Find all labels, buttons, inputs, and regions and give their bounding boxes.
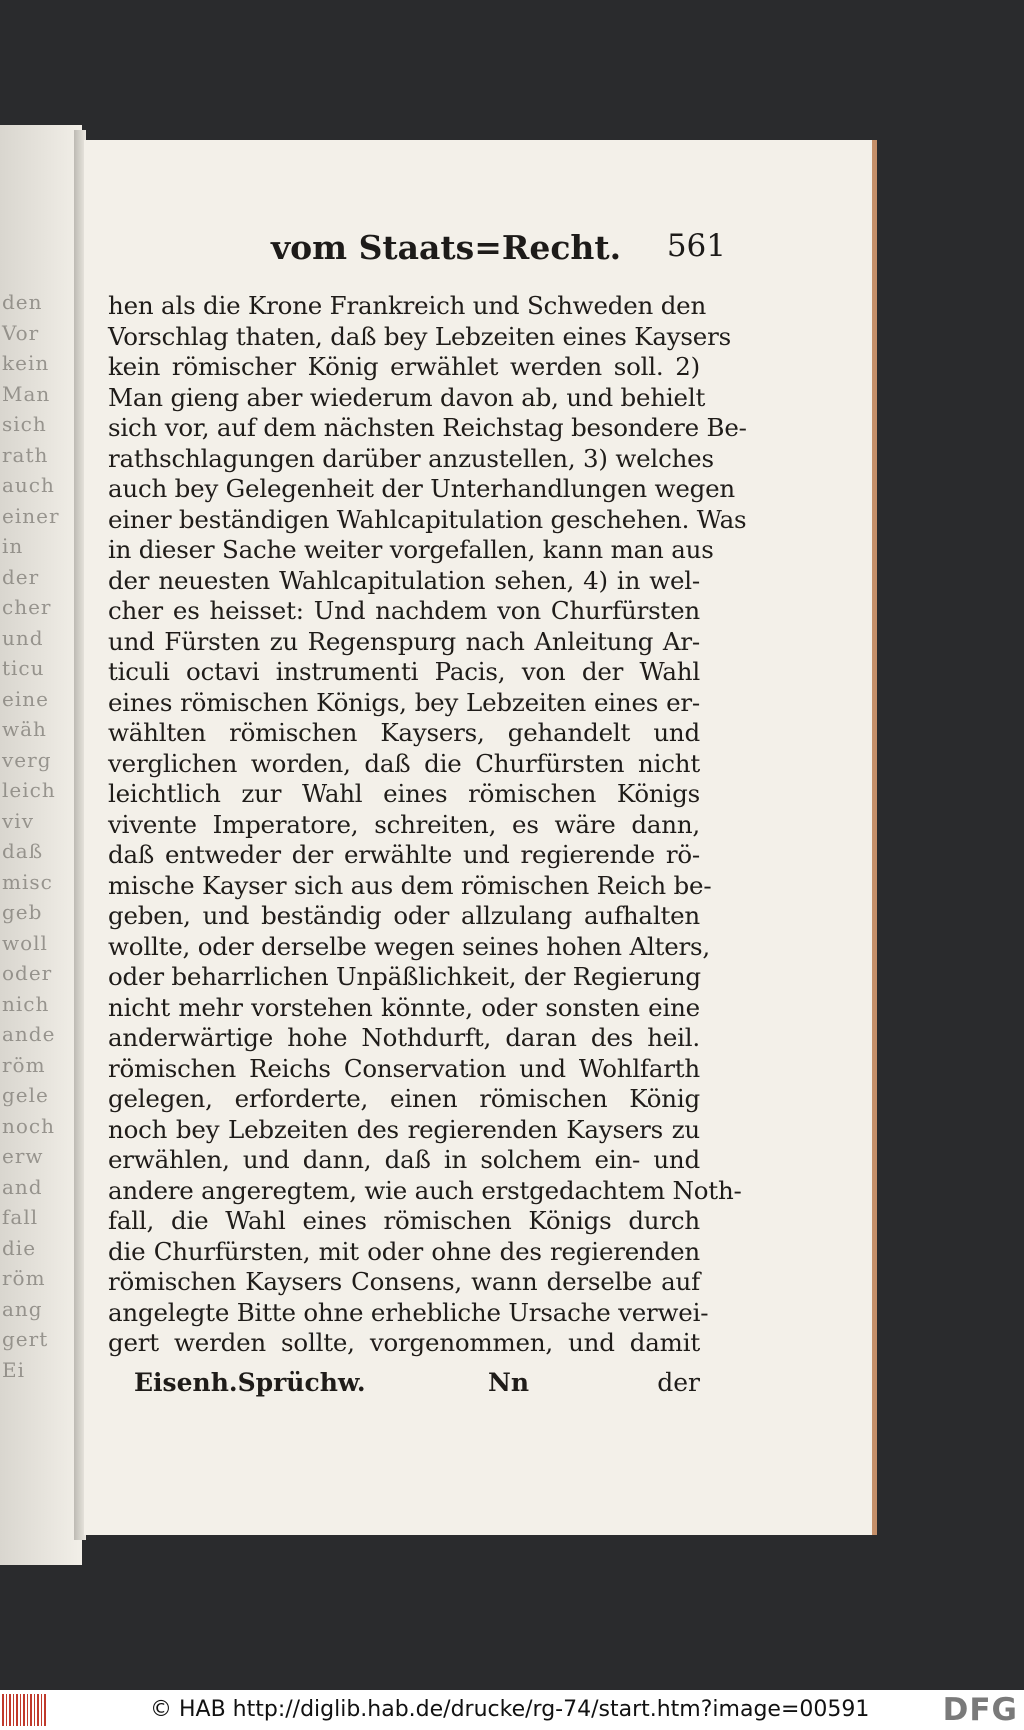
text-line: andere angeregtem, wie auch erstgedachtem Noth- [108, 1175, 742, 1205]
left-page-fragment: woll [2, 930, 48, 955]
barcode-icon [2, 1694, 46, 1726]
text-line: fall, die Wahl eines römischen Königs durch [108, 1206, 700, 1235]
left-page-fragment: sich [2, 412, 47, 436]
left-page-fragment: die [2, 1235, 37, 1260]
left-page-fragment: Man [2, 381, 51, 406]
text-line: wollte, oder derselbe wegen seines hohen Alters, [108, 931, 711, 961]
left-page-fragment: geb [2, 900, 43, 924]
text-line: erwählen, und dann, daß in solchem ein- und [108, 1145, 700, 1174]
left-page-fragment: gele [2, 1083, 49, 1107]
text-line: auch bey Gelegenheit der Unterhandlungen wegen [108, 474, 735, 503]
text-line: und Fürsten zu Regenspurg nach Anleitung Ar- [108, 626, 700, 656]
dfg-logo: DFG [942, 1692, 1018, 1728]
left-page-fragment: leich [2, 778, 56, 802]
left-page-fragment: verg [2, 747, 52, 772]
text-line: eines römischen Königs, bey Lebzeiten eines er- [108, 687, 700, 717]
left-page-fragment: nich [2, 991, 50, 1016]
left-page-fragment: ande [2, 1022, 56, 1046]
text-line: sich vor, auf dem nächsten Reichstag besondere Be- [108, 413, 747, 442]
left-page-fragment: misc [2, 869, 53, 894]
left-page-fragment: daß [2, 839, 44, 863]
text-line: noch bey Lebzeiten des regierenden Kaysers zu [108, 1114, 700, 1144]
left-page-fragment: der [2, 564, 40, 589]
text-line: gelegen, erforderte, einen römischen König [108, 1084, 700, 1113]
text-line: geben, und beständig oder allzulang aufhalten [108, 901, 700, 930]
left-page-fragment: eine [2, 686, 49, 711]
page-number: 561 [666, 228, 726, 264]
text-line: mische Kayser sich aus dem römischen Reich be- [108, 870, 712, 900]
left-page-fragment: auch [2, 473, 55, 497]
facing-left-page [0, 125, 82, 1565]
left-page-fragment: and [2, 1174, 43, 1199]
text-line: einer beständigen Wahlcapitulation geschehen. Was [108, 504, 747, 534]
text-line: gert werden sollte, vorgenommen, und damit [108, 1328, 700, 1357]
signature-mark: Nn [488, 1368, 530, 1397]
text-line: anderwärtige hohe Nothdurft, daran des heil. [108, 1023, 700, 1052]
text-line: cher es heisset: Und nachdem von Churfürsten [108, 596, 700, 625]
left-page-fragment: einer [2, 503, 60, 528]
left-page-fragment: oder [2, 961, 53, 985]
page-header [186, 228, 726, 276]
left-page-fragment: cher [2, 595, 52, 619]
left-page-fragment: erw [2, 1144, 44, 1168]
left-page-fragment: wäh [2, 717, 47, 741]
text-line: der neuesten Wahlcapitulation sehen, 4) in wel- [108, 565, 700, 595]
text-line: verglichen worden, daß die Churfürsten nicht [108, 748, 700, 778]
text-line: angelegte Bitte ohne erhebliche Ursache verwei- [108, 1297, 709, 1327]
text-line: Vorschlag thaten, daß bey Lebzeiten eines Kaysers [108, 321, 731, 351]
credit-bar [0, 1690, 1024, 1730]
left-page-fragment: den [2, 290, 43, 314]
text-line: römischen Reichs Conservation und Wohlfarth [108, 1053, 700, 1083]
left-page-fragment: in [2, 534, 24, 558]
left-page-fragment: viv [2, 808, 34, 833]
text-line: kein römischer König erwählet werden soll. 2) [108, 352, 700, 381]
text-line: die Churfürsten, mit oder ohne des regierenden [108, 1236, 700, 1266]
text-line: vivente Imperatore, schreiten, es wäre dann, [108, 809, 700, 839]
catchword: der [657, 1368, 700, 1397]
text-line: Man gieng aber wiederum davon ab, und behielt [108, 382, 706, 412]
left-page-fragment: röm [2, 1266, 46, 1290]
left-page-fragment: Ei [2, 1357, 25, 1382]
left-page-fragment: kein [2, 351, 50, 375]
running-head: vom Staats=Recht. [271, 228, 622, 267]
left-page-fragment: fall [2, 1205, 39, 1229]
body-text [108, 291, 747, 1359]
text-line: oder beharrlichen Unpäßlichkeit, der Regierung [108, 962, 701, 991]
left-page-fragment: ang [2, 1296, 43, 1321]
left-page-fragment: noch [2, 1113, 56, 1138]
text-line: in dieser Sache weiter vorgefallen, kann man aus [108, 535, 714, 564]
left-page-fragment: gert [2, 1327, 49, 1351]
left-page-fragment: ticu [2, 656, 45, 680]
text-line: rathschlagungen darüber anzustellen, 3) welches [108, 443, 714, 473]
left-page-fragment: röm [2, 1052, 46, 1077]
text-line: römischen Kaysers Consens, wann derselbe auf [108, 1267, 700, 1296]
text-line: nicht mehr vorstehen könnte, oder sonsten eine [108, 992, 700, 1022]
left-page-fragment: und [2, 625, 44, 650]
page-footer [134, 1368, 700, 1402]
text-line: leichtlich zur Wahl eines römischen Königs [108, 779, 700, 808]
text-line: wählten römischen Kaysers, gehandelt und [108, 718, 700, 747]
left-page-fragment: rath [2, 442, 49, 467]
text-line: daß entweder der erwählte und regierende rö- [108, 840, 700, 869]
left-page-fragment: Vor [2, 320, 40, 345]
text-line: ticuli octavi instrumenti Pacis, von der Wahl [108, 657, 700, 686]
signature-label: Eisenh.Sprüchw. [134, 1368, 366, 1397]
credit-link[interactable]: © HAB http://diglib.hab.de/drucke/rg-74/start.htm?image=00591 [150, 1697, 870, 1722]
text-line: hen als die Krone Frankreich und Schweden den [108, 291, 707, 320]
